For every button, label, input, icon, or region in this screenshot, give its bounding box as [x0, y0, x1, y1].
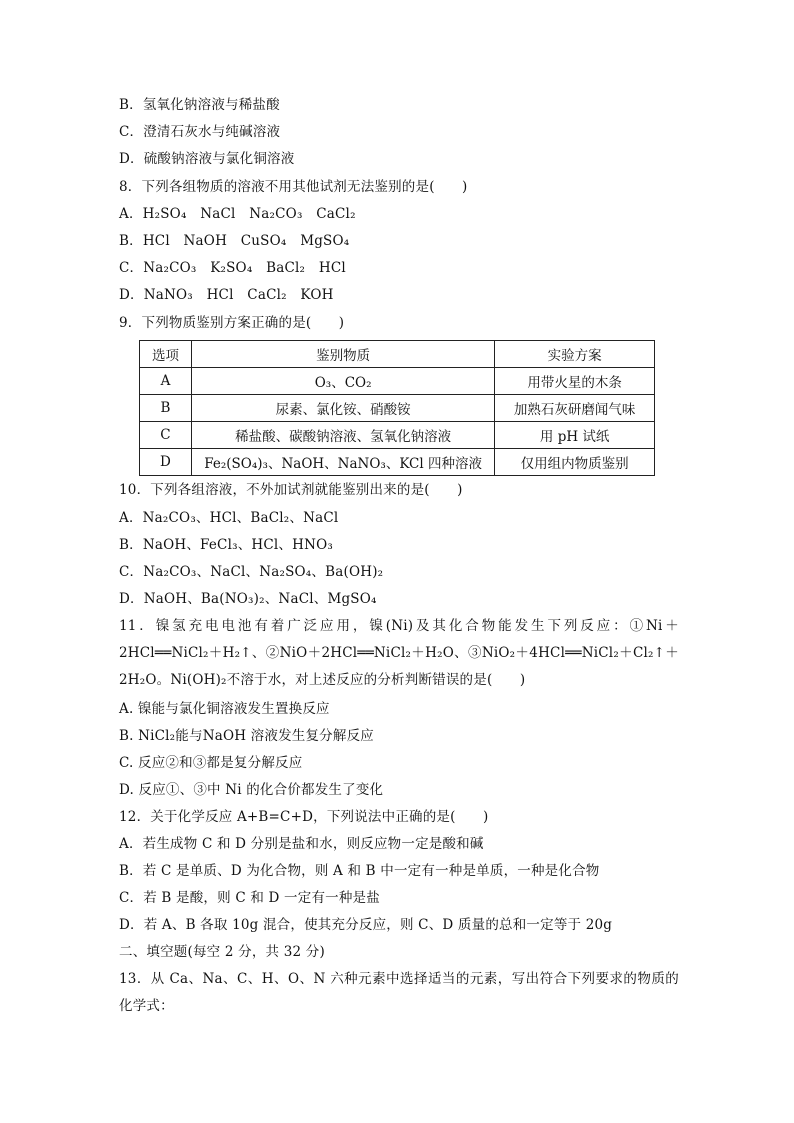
q7-option-b: B．氢氧化钠溶液与稀盐酸	[119, 97, 280, 113]
table-header-row	[140, 341, 655, 368]
question-8: 8．下列各组物质的溶液不用其他试剂无法鉴别的是( )	[119, 179, 468, 195]
q12-option-a: A．若生成物 C 和 D 分别是盐和水，则反应物一定是酸和碱	[119, 836, 484, 852]
table-cell: 仅用组内物质鉴别	[495, 449, 655, 476]
table-cell: Fe₂(SO₄)₃、NaOH、NaNO₃、KCl 四种溶液	[191, 449, 494, 476]
question-13: 13．从 Ca、Na、C、H、O、N 六种元素中选择适当的元素，写出符合下列要求的物质的化学式：	[119, 971, 679, 1014]
q10-option-a: A．Na₂CO₃、HCl、BaCl₂、NaCl	[119, 510, 339, 526]
table-cell: 用 pH 试纸	[495, 422, 655, 449]
table-cell: B	[140, 395, 192, 422]
q10-option-c: C．Na₂CO₃、NaCl、Na₂SO₄、Ba(OH)₂	[119, 564, 384, 580]
question-9: 9．下列物质鉴别方案正确的是( )	[119, 315, 345, 331]
q10-option-d: D．NaOH、Ba(NO₃)₂、NaCl、MgSO₄	[119, 591, 377, 607]
question-10: 10．下列各组溶液，不外加试剂就能鉴别出来的是( )	[119, 482, 463, 498]
table-row	[140, 368, 655, 395]
q7-option-c: C．澄清石灰水与纯碱溶液	[119, 124, 281, 140]
q11-option-b: B. NiCl₂能与NaOH 溶液发生复分解反应	[119, 728, 374, 744]
q8-option-d: D．NaNO₃ HCl CaCl₂ KOH	[119, 287, 334, 303]
q8-option-b: B．HCl NaOH CuSO₄ MgSO₄	[119, 233, 350, 249]
q9-table	[139, 340, 655, 476]
table-cell: C	[140, 422, 192, 449]
q12-option-d: D．若 A、B 各取 10g 混合，使其充分反应，则 C、D 质量的总和一定等于 20g	[119, 917, 613, 933]
table-row	[140, 395, 655, 422]
table-row	[140, 449, 655, 476]
table-row	[140, 422, 655, 449]
q12-option-b: B．若 C 是单质、D 为化合物，则 A 和 B 中一定有一种是单质，一种是化合物	[119, 863, 600, 879]
q11-option-d: D. 反应①、③中 Ni 的化合价都发生了变化	[119, 782, 384, 798]
table-cell: 加熟石灰研磨闻气味	[495, 395, 655, 422]
table-header: 实验方案	[495, 341, 655, 368]
table-cell: 尿素、氯化铵、硝酸铵	[191, 395, 494, 422]
q8-option-a: A．H₂SO₄ NaCl Na₂CO₃ CaCl₂	[119, 206, 356, 222]
table-cell: 用带火星的木条	[495, 368, 655, 395]
table-header: 鉴别物质	[191, 341, 494, 368]
table-cell: O₃、CO₂	[191, 368, 494, 395]
table-header: 选项	[140, 341, 192, 368]
question-11: 11．镍氢充电电池有着广泛应用，镍(Ni)及其化合物能发生下列反应：①Ni＋2HCl══NiCl₂＋H₂↑、②NiO＋2HCl══NiCl₂＋H₂O、③NiO₂＋4HCl══NiCl₂＋Cl₂↑＋2H₂O。Ni(OH)₂不溶于水，对上述反应的分析判断错误的是( )	[119, 618, 679, 688]
table-cell: 稀盐酸、碳酸钠溶液、氢氧化钠溶液	[191, 422, 494, 449]
table-cell: A	[140, 368, 192, 395]
q11-option-c: C. 反应②和③都是复分解反应	[119, 755, 303, 771]
q12-option-c: C．若 B 是酸，则 C 和 D 一定有一种是盐	[119, 890, 380, 906]
q10-option-b: B．NaOH、FeCl₃、HCl、HNO₃	[119, 537, 333, 553]
q8-option-c: C．Na₂CO₃ K₂SO₄ BaCl₂ HCl	[119, 260, 346, 276]
section-2-heading: 二、填空题(每空 2 分，共 32 分)	[119, 944, 325, 960]
table-cell: D	[140, 449, 192, 476]
question-12: 12．关于化学反应 A+B=C+D，下列说法中正确的是( )	[119, 809, 489, 825]
q7-option-d: D．硫酸钠溶液与氯化铜溶液	[119, 151, 295, 167]
q11-option-a: A. 镍能与氯化铜溶液发生置换反应	[119, 701, 330, 717]
